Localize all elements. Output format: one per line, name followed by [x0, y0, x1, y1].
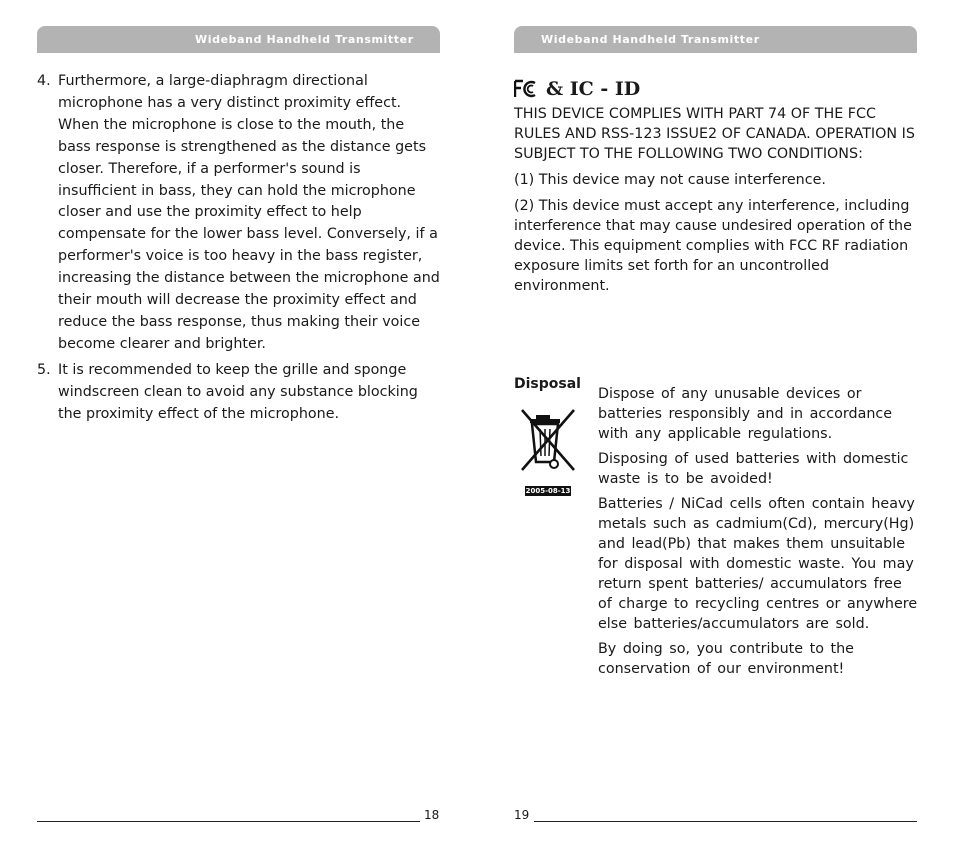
- page-number: 18: [424, 808, 440, 822]
- page-number: 19: [514, 808, 530, 822]
- item-text: It is recommended to keep the grille and sponge windscreen clean to avoid any substance blocking the proximity effect of the microphone.: [58, 361, 418, 422]
- item-number: 5.: [37, 361, 51, 378]
- weee-date-badge: 2005-08-13: [525, 487, 571, 495]
- list-item: [37, 360, 440, 426]
- item-number: 4.: [37, 73, 51, 89]
- fcc-logo-icon: [514, 79, 538, 99]
- fcc-paragraph: THIS DEVICE COMPLIES WITH PART 74 OF THE FCC RULES AND RSS-123 ISSUE2 OF CANADA. OPERATION IS SUBJECT TO THE FOLLOWING TWO CONDITIONS:: [514, 106, 915, 162]
- instructions-list: [37, 71, 440, 430]
- right-page: [514, 0, 917, 849]
- list-item: [37, 71, 440, 356]
- footer-rule: [534, 821, 917, 822]
- header-title: Wideband Handheld Transmitter: [541, 33, 760, 46]
- page-header: [37, 26, 440, 53]
- fcc-title: & IC - ID: [546, 78, 641, 100]
- disposal-paragraph: Batteries / NiCad cells often contain heavy metals such as cadmium(Cd), mercury(Hg) and lead(Pb) that makes them unsuitable for disposal with domestic waste. You may return spent batteries/ accumulators free of charge to recycling centres or anywhere else batteries/accumulators are sold.: [598, 496, 918, 632]
- left-page: [37, 0, 440, 849]
- fcc-heading: [514, 78, 640, 100]
- fcc-paragraph: (1) This device may not cause interference.: [514, 172, 826, 188]
- disposal-text: [598, 384, 918, 684]
- disposal-label: Disposal: [514, 376, 581, 392]
- crossed-out-wheelie-bin-icon: [516, 406, 580, 474]
- disposal-paragraph: Dispose of any unusable devices or batteries responsibly and in accordance with any applicable regulations.: [598, 386, 893, 442]
- page-header: [514, 26, 917, 53]
- header-title: Wideband Handheld Transmitter: [195, 33, 414, 46]
- fcc-statement: [514, 104, 917, 302]
- disposal-paragraph: Disposing of used batteries with domestic waste is to be avoided!: [598, 451, 909, 487]
- fcc-paragraph: (2) This device must accept any interference, including interference that may cause undesired operation of the device. This equipment complies with FCC RF radiation exposure limits set forth for an uncontrolled environment.: [514, 198, 912, 294]
- footer-rule: [37, 821, 420, 822]
- disposal-paragraph: By doing so, you contribute to the conservation of our environment!: [598, 641, 854, 677]
- item-text: Furthermore, a large-diaphragm directional microphone has a very distinct proximity effect. When the microphone is close to the mouth, the bass response is strengthened as the distance gets closer. Therefore, if a performer's sound is insufficient in bass, they can hold the microphone closer and use the proximity effect to help compensate for the lower bass level. Conversely, if a performer's voice is too heavy in the bass register, increasing the distance between the microphone and their mouth will decrease the proximity effect and reduce the bass response, thus making their voice become clearer and brighter.: [58, 73, 440, 352]
